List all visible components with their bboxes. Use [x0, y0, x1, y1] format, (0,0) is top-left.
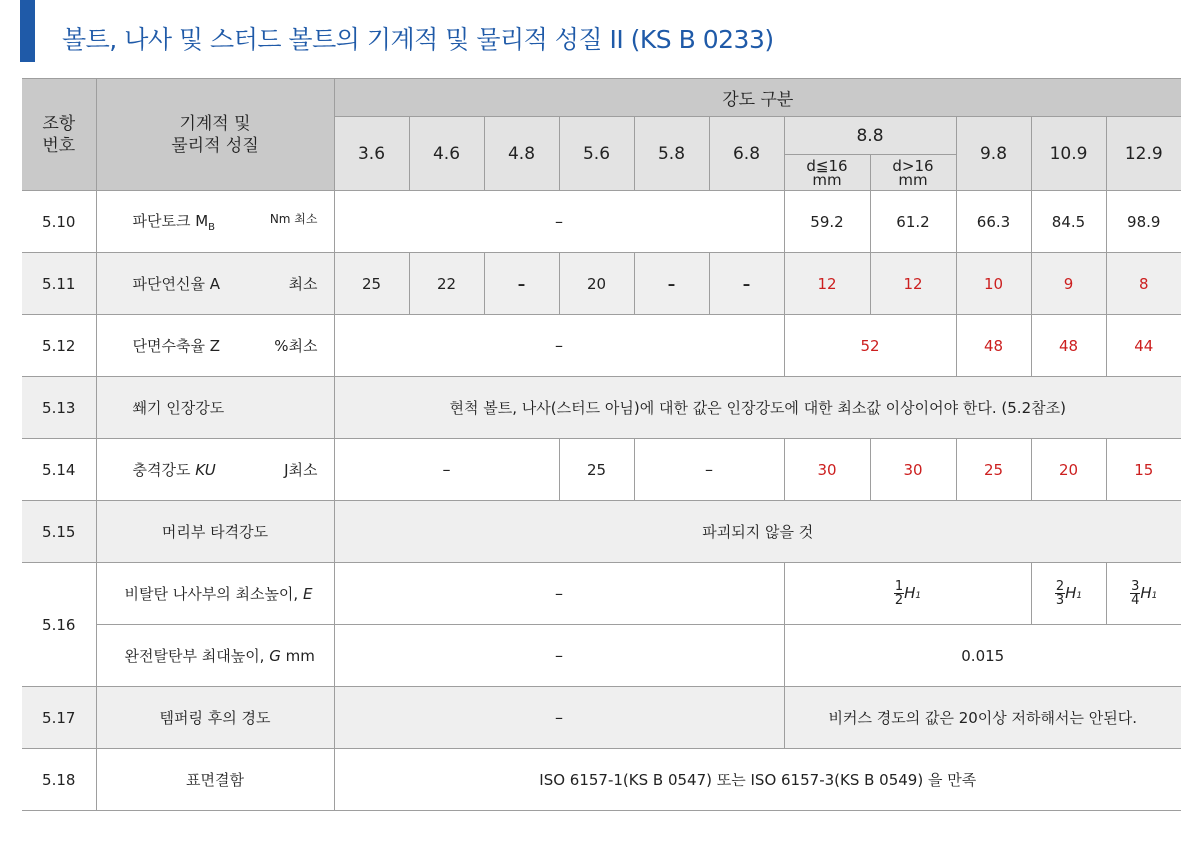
table-row	[22, 625, 1181, 687]
cell-value: 52	[784, 315, 956, 377]
header-grade: 9.8	[956, 117, 1031, 191]
cell-value: 10	[956, 253, 1031, 315]
header-grade: 5.6	[559, 117, 634, 191]
property-name: 템퍼링 후의 경도	[96, 687, 334, 749]
clause-no: 5.17	[22, 687, 96, 749]
cell-value: 59.2	[784, 191, 870, 253]
table-row	[22, 315, 1181, 377]
property-name: 쐐기 인장강도	[96, 377, 334, 439]
property-name: 단면수축율 Z %최소	[96, 315, 334, 377]
clause-no: 5.16	[22, 563, 96, 687]
clause-no: 5.18	[22, 749, 96, 811]
table-row	[22, 377, 1181, 439]
cell-fraction: $\frac{2}{3}$ H1	[1031, 563, 1106, 625]
header-grade: 4.8	[484, 117, 559, 191]
property-name: 표면결함	[96, 749, 334, 811]
property-name: 머리부 타격강도	[96, 501, 334, 563]
property-name: 충격강도 KU J최소	[96, 439, 334, 501]
property-name: 비탈탄 나사부의 최소높이, E	[96, 563, 334, 625]
table-row	[22, 563, 1181, 625]
properties-table	[22, 78, 1181, 811]
cell-value: 25	[334, 253, 409, 315]
cell-text: 현척 볼트, 나사(스터드 아님)에 대한 값은 인장강도에 대한 최소값 이상이어야 한다. (5.2참조)	[334, 377, 1181, 439]
clause-no: 5.10	[22, 191, 96, 253]
cell-value: 15	[1106, 439, 1181, 501]
cell-text: 파괴되지 않을 것	[334, 501, 1181, 563]
cell-text: ISO 6157-1(KS B 0547) 또는 ISO 6157-3(KS B 0549) 을 만족	[334, 749, 1181, 811]
header-88-d-le-16: d≦16 mm	[784, 155, 870, 191]
cell-value: –	[334, 315, 784, 377]
table-row	[22, 749, 1181, 811]
cell-value: 66.3	[956, 191, 1031, 253]
cell-value: –	[634, 253, 709, 315]
clause-no: 5.11	[22, 253, 96, 315]
cell-value: 48	[1031, 315, 1106, 377]
cell-value: 30	[870, 439, 956, 501]
clause-no: 5.15	[22, 501, 96, 563]
header-strength-class: 강도 구분	[334, 79, 1181, 117]
cell-value: 61.2	[870, 191, 956, 253]
table-row	[22, 253, 1181, 315]
cell-text: 비커스 경도의 값은 20이상 저하해서는 안된다.	[784, 687, 1181, 749]
cell-value: 12	[784, 253, 870, 315]
cell-value: –	[709, 253, 784, 315]
cell-value: 98.9	[1106, 191, 1181, 253]
cell-value: 20	[1031, 439, 1106, 501]
cell-value: –	[334, 563, 784, 625]
cell-value: 30	[784, 439, 870, 501]
header-grade-88: 8.8	[784, 117, 956, 155]
cell-value: –	[334, 687, 784, 749]
table-row	[22, 687, 1181, 749]
cell-fraction: $\frac{3}{4}$ H1	[1106, 563, 1181, 625]
title-accent-bar	[20, 0, 35, 62]
clause-no: 5.12	[22, 315, 96, 377]
cell-value: –	[334, 439, 559, 501]
cell-value: 25	[956, 439, 1031, 501]
header-property: 기계적 및 물리적 성질	[96, 79, 334, 191]
property-name: 완전탈탄부 최대높이, G mm	[96, 625, 334, 687]
property-name: 파단연신율 A 최소	[96, 253, 334, 315]
header-grade: 4.6	[409, 117, 484, 191]
header-grade: 6.8	[709, 117, 784, 191]
clause-no: 5.14	[22, 439, 96, 501]
cell-value: 20	[559, 253, 634, 315]
cell-value: –	[334, 191, 784, 253]
header-grade: 5.8	[634, 117, 709, 191]
page-title: 볼트, 나사 및 스터드 볼트의 기계적 및 물리적 성질 II (KS B 0233)	[62, 25, 774, 54]
cell-value: 25	[559, 439, 634, 501]
cell-value: –	[484, 253, 559, 315]
cell-value: 22	[409, 253, 484, 315]
property-name: 파단토크 $M_B$ Nm 최소	[96, 191, 334, 253]
cell-value: 0.015	[784, 625, 1181, 687]
header-grade: 12.9	[1106, 117, 1181, 191]
header-grade: 10.9	[1031, 117, 1106, 191]
cell-value: 48	[956, 315, 1031, 377]
clause-no: 5.13	[22, 377, 96, 439]
header-clause-no: 조항 번호	[22, 79, 96, 191]
header-grade: 3.6	[334, 117, 409, 191]
cell-value: 8	[1106, 253, 1181, 315]
table-row	[22, 439, 1181, 501]
cell-value: –	[634, 439, 784, 501]
table-row	[22, 191, 1181, 253]
table-row	[22, 501, 1181, 563]
cell-fraction: $\frac{1}{2}$ H1	[784, 563, 1031, 625]
cell-value: 84.5	[1031, 191, 1106, 253]
cell-value: 9	[1031, 253, 1106, 315]
cell-value: –	[334, 625, 784, 687]
cell-value: 12	[870, 253, 956, 315]
header-88-d-gt-16: d>16 mm	[870, 155, 956, 191]
cell-value: 44	[1106, 315, 1181, 377]
